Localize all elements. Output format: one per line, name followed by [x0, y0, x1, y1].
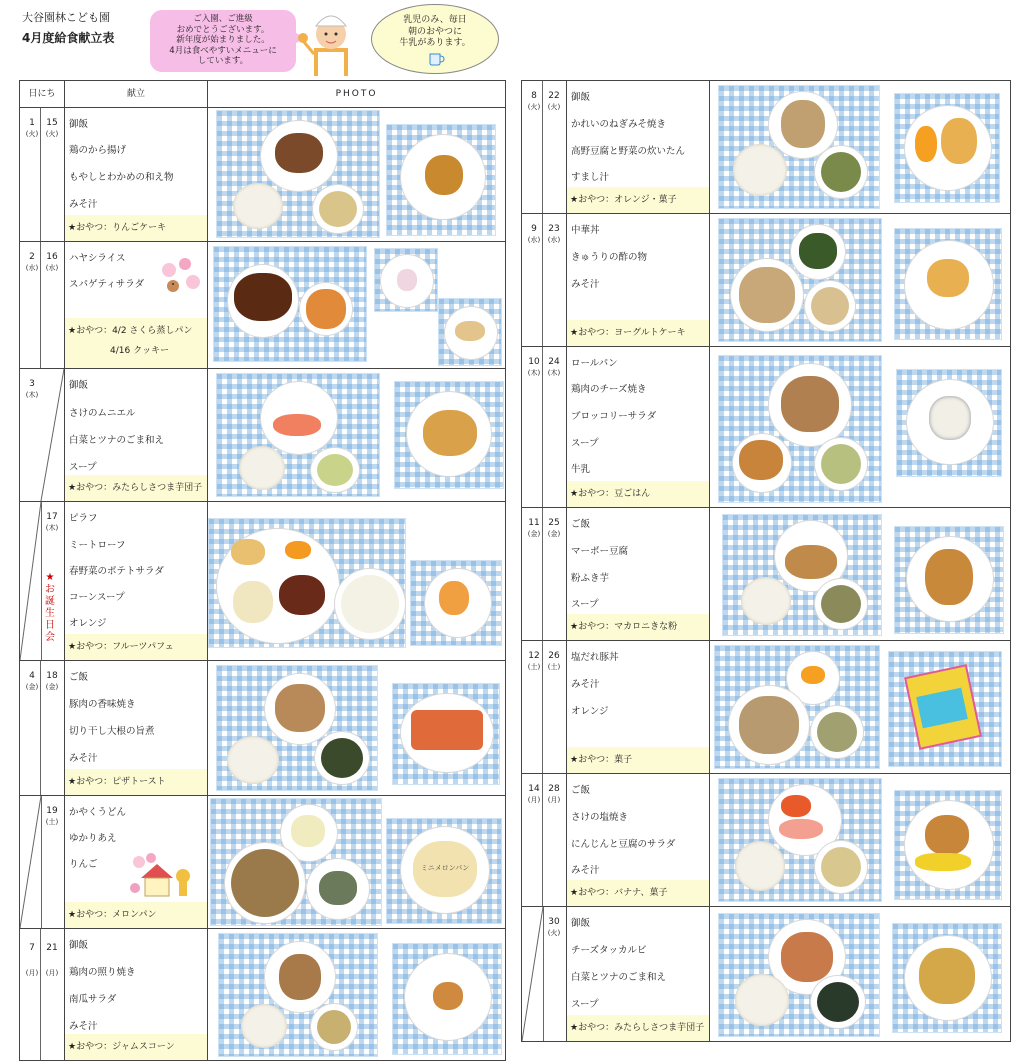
date-weekday: (木) — [45, 524, 59, 532]
welcome-line: 4月は食べやすいメニューに — [169, 45, 277, 56]
snack-label: ★おやつ：ジャムスコーン — [65, 1034, 207, 1060]
date-weekday: (月) — [25, 969, 39, 977]
table-row — [522, 81, 1010, 214]
snack-photo — [438, 298, 502, 366]
photo-cell — [208, 502, 505, 660]
meal-photo — [216, 373, 380, 497]
welcome-line: 新年度が始まりました。 — [176, 35, 270, 45]
date-day: 17 — [46, 512, 58, 522]
date-weekday: (土) — [547, 663, 561, 671]
meal-photo — [718, 913, 880, 1037]
date-day: 10 — [528, 357, 540, 367]
snack-photo — [386, 818, 502, 924]
table-row — [20, 369, 505, 502]
photo-cell — [710, 508, 1010, 640]
welcome-bubble — [150, 10, 296, 72]
menu-item: かやくうどん — [69, 807, 127, 818]
date-weekday: (金) — [25, 683, 39, 691]
date-day: 1 — [29, 118, 35, 128]
date-cell — [20, 108, 64, 241]
date-cell — [522, 347, 566, 507]
table-row — [522, 774, 1010, 907]
date-cell — [522, 907, 566, 1041]
menu-cell — [566, 214, 710, 346]
date-cell — [20, 929, 64, 1060]
menu-item: 切り干し大根の旨煮 — [69, 726, 155, 737]
snack-label — [65, 318, 207, 368]
snack-photo — [894, 228, 1002, 340]
menu-item: ご飯 — [69, 672, 89, 683]
date-day: 14 — [528, 784, 540, 794]
snack-label: ★おやつ：メロンパン — [65, 902, 207, 928]
date-weekday: (木) — [527, 369, 541, 377]
photo-cell — [710, 81, 1010, 213]
meal-photo — [718, 778, 882, 902]
col-photo-header: PHOTO — [335, 89, 378, 99]
menu-item: みそ汁 — [69, 1021, 98, 1032]
table-row — [20, 661, 505, 796]
milk-cup-icon — [427, 52, 445, 66]
date-weekday: (土) — [45, 818, 59, 826]
snack-photo — [392, 943, 502, 1055]
menu-cell — [64, 661, 208, 795]
menu-item: きゅうりの酢の物 — [571, 252, 648, 263]
menu-item: みそ汁 — [571, 279, 600, 290]
menu-cell — [64, 369, 208, 501]
menu-item: 春野菜のポテトサラダ — [69, 566, 164, 577]
date-weekday: (火) — [547, 103, 561, 111]
date-day: 19 — [46, 806, 58, 816]
date-cell — [522, 81, 566, 213]
date-weekday: (月) — [45, 969, 59, 977]
table-row — [522, 907, 1010, 1042]
date-day: 24 — [548, 357, 560, 367]
date-day: 9 — [531, 224, 537, 234]
snack-label: ★おやつ：みたらしさつま芋団子 — [567, 1015, 709, 1041]
date-cell — [522, 641, 566, 773]
date-day: 15 — [46, 118, 58, 128]
menu-item: かれいのねぎみそ焼き — [571, 119, 667, 130]
menu-item: みそ汁 — [571, 865, 600, 876]
meal-photo — [208, 518, 406, 648]
menu-item: ロールパン — [571, 358, 618, 369]
chef-illustration — [294, 4, 364, 76]
photo-cell — [208, 796, 505, 928]
welcome-line: ご入園、ご進級 — [193, 14, 253, 24]
date-day: 28 — [548, 784, 560, 794]
col-date-header: 日にち — [28, 89, 56, 99]
photo-cell — [710, 907, 1010, 1041]
date-cell — [522, 508, 566, 640]
menu-item: みそ汁 — [571, 679, 600, 690]
snack-photo — [894, 526, 1004, 634]
menu-item: 御飯 — [69, 119, 89, 130]
menu-item: ゆかりあえ — [69, 833, 117, 844]
date-weekday: (木) — [25, 391, 39, 399]
school-name: 大谷園林こども園 — [22, 11, 110, 24]
snack-label: ★おやつ：オレンジ・菓子 — [567, 187, 709, 213]
menu-item: オレンジ — [69, 618, 107, 629]
photo-cell — [208, 661, 505, 795]
menu-item: みそ汁 — [69, 753, 98, 764]
table-row — [522, 641, 1010, 774]
menu-item: スープ — [571, 438, 599, 449]
snack-photo — [892, 923, 1002, 1033]
table-row — [522, 508, 1010, 641]
photo-cell — [208, 242, 505, 368]
date-weekday: (金) — [45, 683, 59, 691]
menu-cell — [64, 108, 208, 241]
menu-cell — [64, 502, 208, 660]
snack-label: ★おやつ：マカロニきな粉 — [567, 614, 709, 640]
sakura-illustration — [157, 254, 203, 298]
menu-cell — [64, 929, 208, 1060]
date-weekday: (月) — [547, 796, 561, 804]
snack-label: ★おやつ：りんごケーキ — [65, 215, 207, 241]
menu-item: 鶏のから揚げ — [69, 145, 127, 156]
date-weekday: (火) — [25, 130, 39, 138]
welcome-line: しています。 — [197, 56, 249, 66]
meal-photo — [213, 246, 367, 362]
date-cell — [20, 796, 64, 928]
menu-item: 塩だれ豚丼 — [571, 652, 619, 663]
menu-item: 鶏肉のチーズ焼き — [571, 384, 647, 395]
meal-photo — [718, 218, 882, 342]
menu-item: ハヤシライス — [69, 253, 126, 264]
menu-cell — [64, 242, 208, 368]
date-day: 7 — [29, 943, 35, 953]
milk-note-line: 乳児のみ、毎日 — [403, 15, 467, 25]
menu-cell — [566, 347, 710, 507]
snack-label: ★おやつ：豆ごはん — [567, 481, 709, 507]
meal-photo — [210, 798, 382, 926]
date-day: 3 — [29, 379, 35, 389]
bread-package-label: ミニメロンパン — [420, 864, 470, 872]
snack-photo — [894, 790, 1002, 900]
menu-item: 白菜とツナのごま和え — [69, 435, 165, 446]
menu-item: スープ — [571, 999, 599, 1010]
table-header — [20, 81, 505, 108]
snack-photo — [896, 369, 1002, 477]
table-row — [20, 242, 505, 369]
date-day: 8 — [531, 91, 537, 101]
menu-item: ブロッコリーサラダ — [571, 411, 657, 422]
meal-photo — [216, 665, 378, 791]
date-weekday: (火) — [527, 103, 541, 111]
date-day: 2 — [29, 252, 35, 262]
table-row — [20, 108, 505, 242]
meal-photo — [218, 933, 378, 1057]
date-weekday: (金) — [527, 530, 541, 538]
date-cell — [20, 242, 64, 368]
menu-item: にんじんと豆腐のサラダ — [571, 839, 676, 850]
menu-cell — [566, 508, 710, 640]
milk-note-line: 牛乳があります。 — [399, 38, 471, 48]
menu-item: 高野豆腐と野菜の炊いたん — [571, 146, 686, 157]
table-row — [522, 214, 1010, 347]
menu-item: 白菜とツナのごま和え — [571, 972, 667, 983]
menu-table-right — [521, 80, 1011, 1042]
date-weekday: (水) — [25, 264, 39, 272]
date-day: 26 — [548, 651, 560, 661]
date-weekday: (月) — [527, 796, 541, 804]
birthday-label: ★お誕生日会 — [45, 572, 55, 643]
table-row — [20, 796, 505, 929]
snack-line: 4/16 クッキー — [110, 346, 170, 356]
table-row — [20, 929, 505, 1061]
snack-label: ★おやつ：みたらしさつま芋団子 — [65, 475, 207, 501]
photo-cell — [710, 641, 1010, 773]
date-day: 16 — [46, 252, 58, 262]
menu-cell — [566, 641, 710, 773]
date-day: 23 — [548, 224, 560, 234]
menu-item: 鶏肉の照り焼き — [69, 967, 136, 978]
date-day: 4 — [29, 671, 35, 681]
date-weekday: (水) — [527, 236, 541, 244]
snack-label: ★おやつ：フルーツパフェ — [65, 634, 207, 660]
date-day: 11 — [528, 518, 540, 528]
menu-table-left — [19, 80, 506, 1061]
menu-cell — [566, 81, 710, 213]
date-weekday: (水) — [547, 236, 561, 244]
meal-photo — [718, 85, 880, 209]
date-cell — [20, 661, 64, 795]
date-weekday: (水) — [45, 264, 59, 272]
page-title: 4月度給食献立表 — [22, 31, 115, 45]
snack-photo — [392, 683, 500, 785]
snack-label: ★おやつ：ヨーグルトケーキ — [567, 320, 709, 346]
meal-photo — [216, 110, 380, 238]
date-cell — [522, 774, 566, 906]
snack-photo — [888, 651, 1002, 767]
menu-item: マーボー豆腐 — [571, 546, 629, 557]
snack-label: ★おやつ：ピザトースト — [65, 769, 207, 795]
menu-item: 御飯 — [571, 92, 591, 103]
date-weekday: (金) — [547, 530, 561, 538]
date-weekday: (火) — [547, 929, 561, 937]
menu-item: コーンスープ — [69, 592, 125, 603]
menu-item: 粉ふき芋 — [571, 573, 610, 584]
date-weekday: (木) — [547, 369, 561, 377]
date-day: 21 — [46, 943, 58, 953]
kids-house-illustration — [127, 852, 199, 900]
snack-label: ★おやつ：菓子 — [567, 747, 709, 773]
photo-cell — [710, 347, 1010, 507]
date-day: 22 — [548, 91, 560, 101]
menu-cell — [566, 907, 710, 1041]
menu-item: 中華丼 — [571, 225, 600, 236]
menu-item: ミートローフ — [69, 540, 126, 551]
menu-item: ピラフ — [69, 513, 98, 524]
menu-item: 御飯 — [69, 380, 89, 391]
menu-item: りんご — [69, 859, 98, 870]
menu-item: 御飯 — [69, 940, 89, 951]
snack-line: ★おやつ：4/2 さくら蒸しパン — [68, 326, 193, 336]
photo-cell — [710, 774, 1010, 906]
date-weekday: (土) — [527, 663, 541, 671]
menu-item: スパゲティサラダ — [69, 279, 145, 290]
snack-photo — [386, 124, 496, 236]
menu-item: 御飯 — [571, 918, 591, 929]
menu-item: ご飯 — [571, 519, 591, 530]
meal-photo — [714, 645, 880, 769]
snack-photo — [410, 560, 502, 646]
meal-photo — [722, 514, 882, 636]
menu-item: さけの塩焼き — [571, 812, 629, 823]
meal-photo — [718, 355, 882, 503]
snack-photo — [374, 248, 438, 312]
menu-cell — [566, 774, 710, 906]
photo-cell — [208, 369, 505, 501]
date-day: 30 — [548, 917, 560, 927]
date-cell — [20, 369, 64, 501]
snack-photo — [894, 93, 1000, 203]
snack-photo — [394, 381, 504, 489]
date-cell — [20, 502, 64, 660]
photo-cell — [208, 108, 505, 241]
menu-cell — [64, 796, 208, 928]
date-day: 18 — [46, 671, 58, 681]
date-day: 12 — [528, 651, 540, 661]
milk-note-line: 朝のおやつに — [407, 26, 462, 37]
menu-item: 豚肉の香味焼き — [69, 699, 136, 710]
menu-item: スープ — [69, 462, 97, 473]
menu-item: ご飯 — [571, 785, 591, 796]
menu-item: さけのムニエル — [69, 408, 136, 419]
date-day: 25 — [548, 518, 560, 528]
menu-item: 南瓜サラダ — [69, 994, 117, 1005]
table-row — [20, 502, 505, 661]
date-weekday: (火) — [45, 130, 59, 138]
menu-item: もやしとわかめの和え物 — [69, 172, 174, 183]
welcome-line: おめでとうございます。 — [176, 24, 270, 35]
date-cell — [522, 214, 566, 346]
menu-item: すまし汁 — [571, 172, 610, 183]
table-row — [522, 347, 1010, 508]
col-menu-header: 献立 — [64, 81, 208, 107]
snack-label: ★おやつ：バナナ、菓子 — [567, 880, 709, 906]
menu-item: オレンジ — [571, 706, 609, 717]
menu-item: 牛乳 — [571, 464, 591, 475]
menu-item: チーズタッカルビ — [571, 945, 647, 956]
menu-item: スープ — [571, 599, 599, 610]
photo-cell — [208, 929, 505, 1060]
photo-cell — [710, 214, 1010, 346]
menu-item: みそ汁 — [69, 199, 98, 210]
